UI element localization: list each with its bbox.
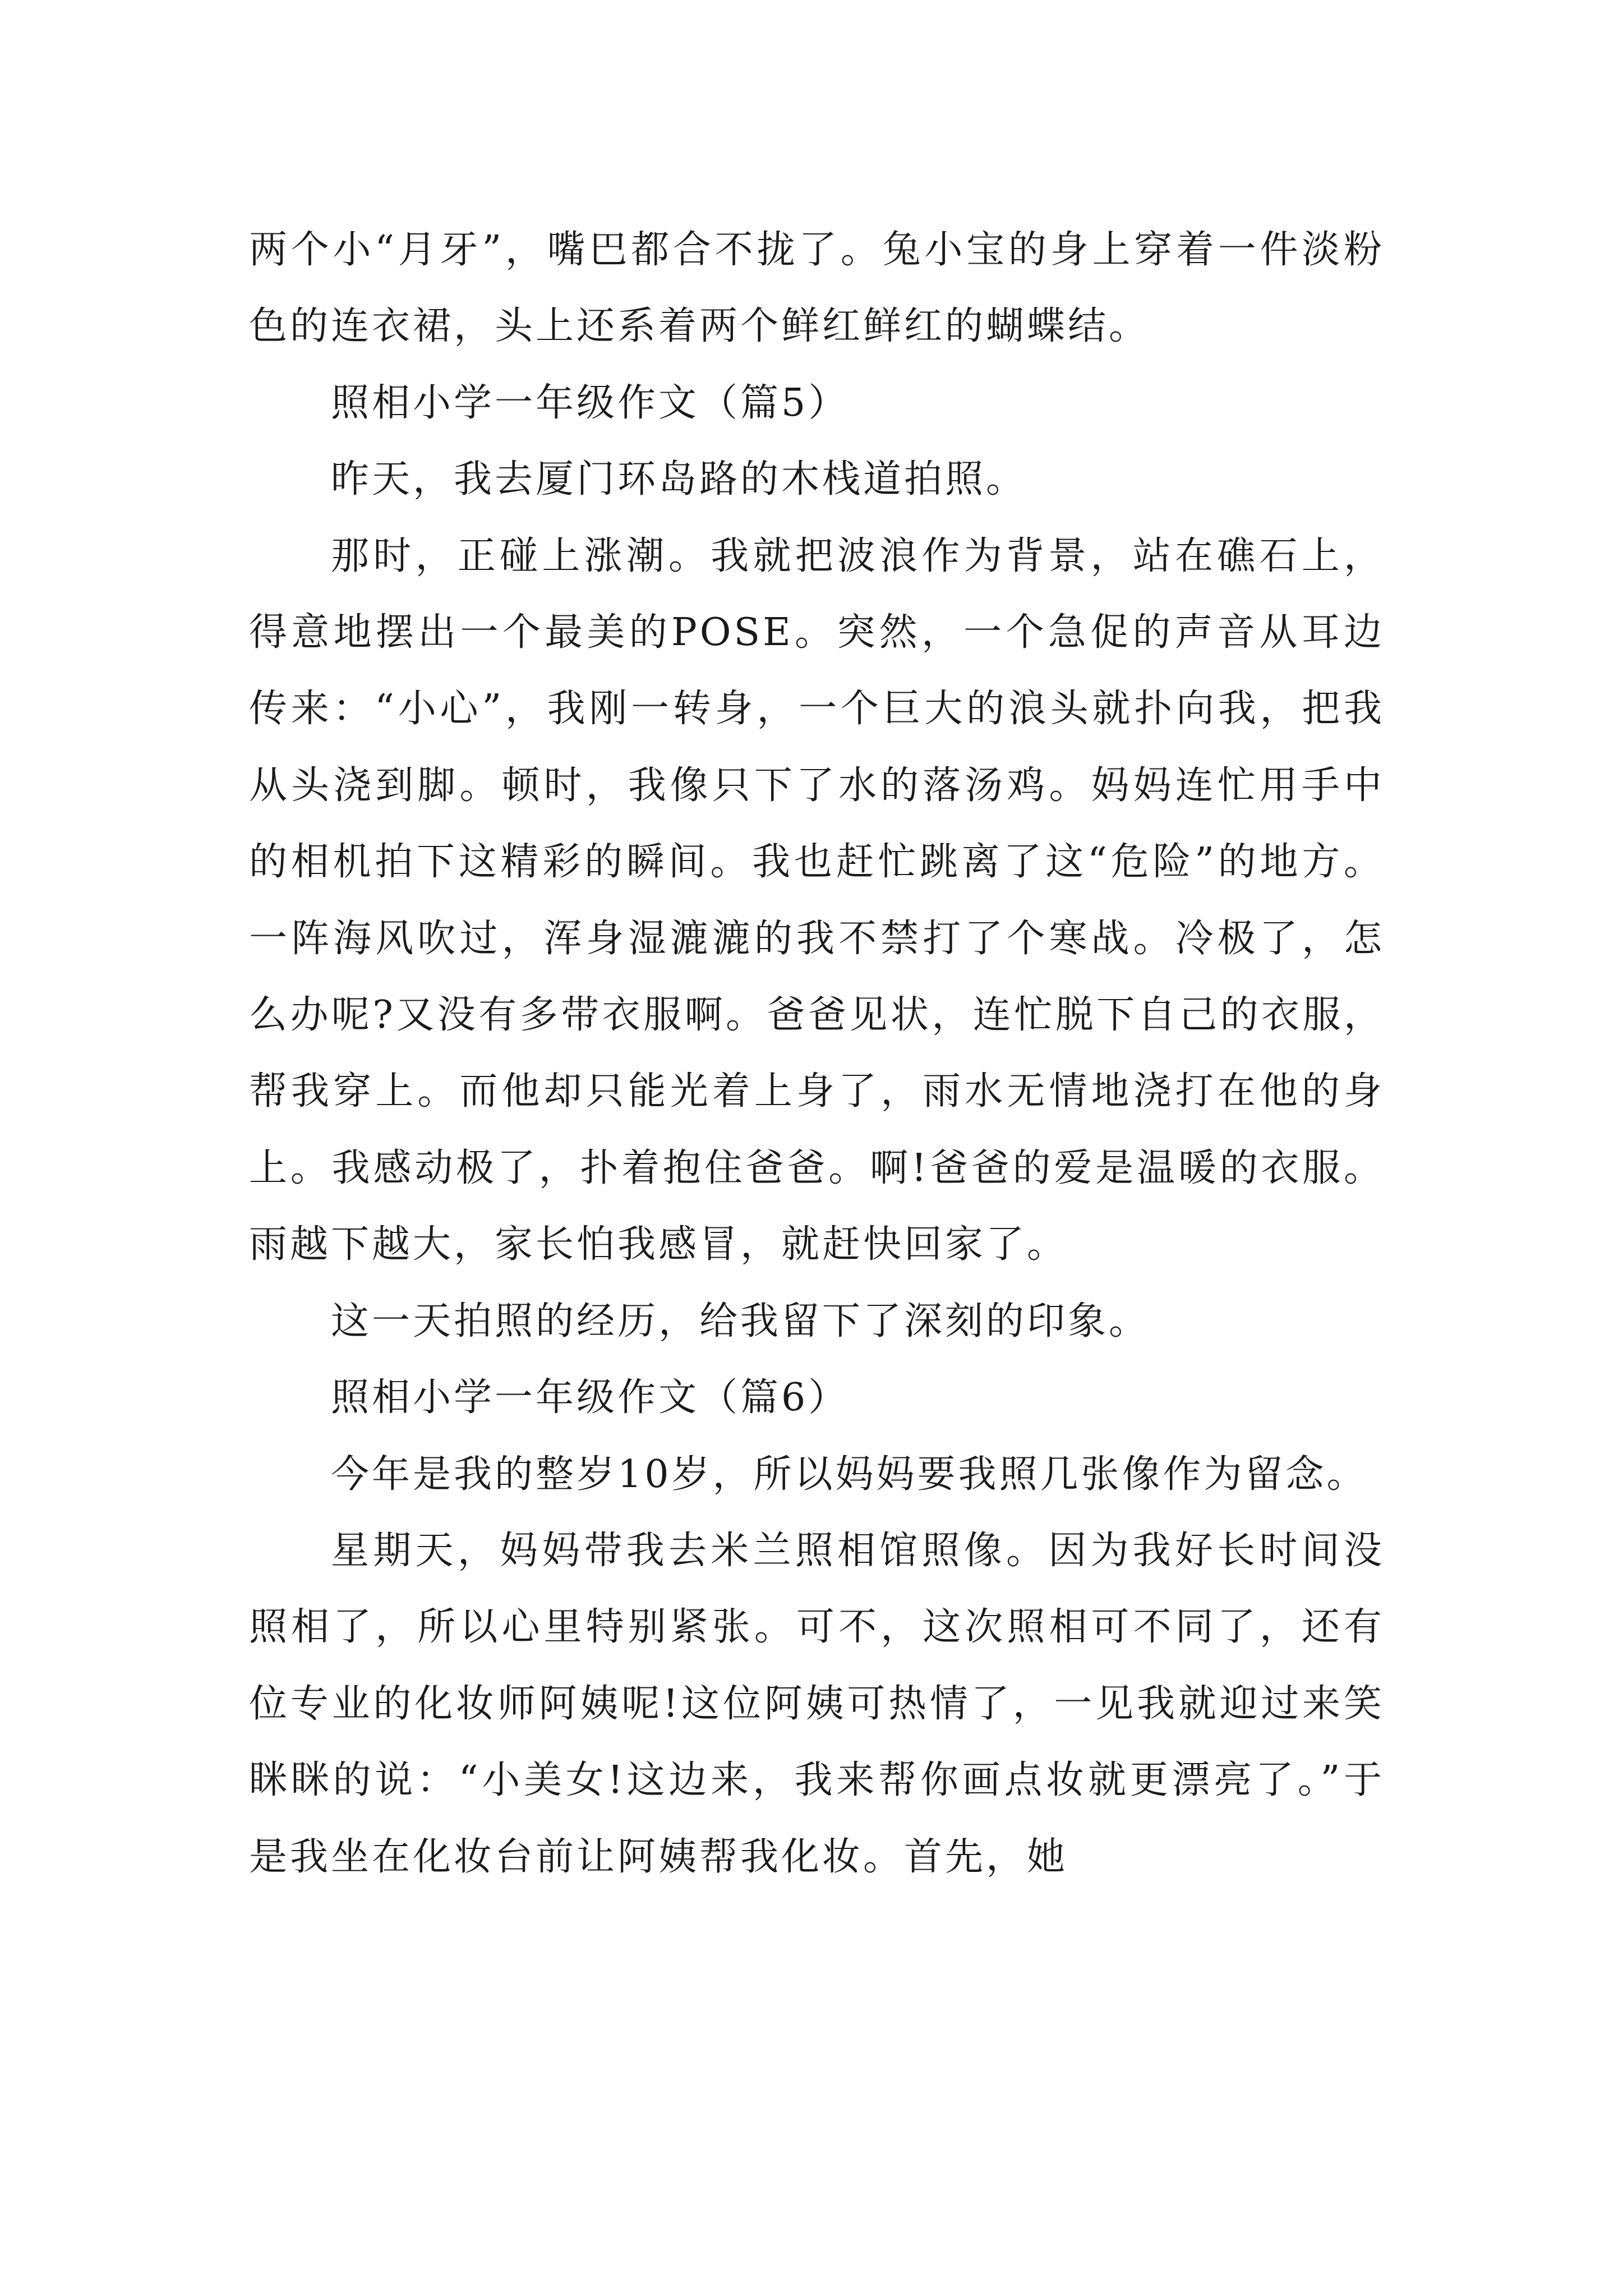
paragraph: 今年是我的整岁10岁，所以妈妈要我照几张像作为留念。 [331, 1452, 1368, 1497]
paragraph: 昨天，我去厦门环岛路的木栈道拍照。 [331, 457, 1027, 502]
paragraph: 这一天拍照的经历，给我留下了深刻的印象。 [331, 1299, 1150, 1343]
document-body [249, 212, 1385, 1895]
section-heading-5: 照相小学一年级作文（篇5） [331, 380, 850, 425]
paragraph: 星期天，妈妈带我去米兰照相馆照像。因为我好长时间没照相了，所以心里特别紧张。可不，这次照相可不同了，还有位专业的化妆师阿姨呢!这位阿姨可热情了，一见我就迎过来笑眯眯的说：“小美女!这边来，我来帮你画点妆就更漂亮了。”于是我坐在化妆台前让阿姨帮我化妆。首先，她 [249, 1528, 1385, 1879]
paragraph: 那时，正碰上涨潮。我就把波浪作为背景，站在礁石上，得意地摆出一个最美的POSE。突然，一个急促的声音从耳边传来：“小心”，我刚一转身，一个巨大的浪头就扑向我，把我从头浇到脚。顿时，我像只下了水的落汤鸡。妈妈连忙用手中的相机拍下这精彩的瞬间。我也赶忙跳离了这“危险”的地方。一阵海风吹过，浑身湿漉漉的我不禁打了个寒战。冷极了，怎么办呢?又没有多带衣服啊。爸爸见状，连忙脱下自己的衣服，帮我穿上。而他却只能光着上身了，雨水无情地浇打在他的身上。我感动极了，扑着抱住爸爸。啊!爸爸的爱是温暖的衣服。雨越下越大，家长怕我感冒，就赶快回家了。 [249, 533, 1385, 1267]
section-heading-6: 照相小学一年级作文（篇6） [331, 1375, 850, 1420]
paragraph-continuation: 两个小“月牙”，嘴巴都合不拢了。兔小宝的身上穿着一件淡粉色的连衣裙，头上还系着两个鲜红鲜红的蝴蝶结。 [249, 228, 1385, 349]
